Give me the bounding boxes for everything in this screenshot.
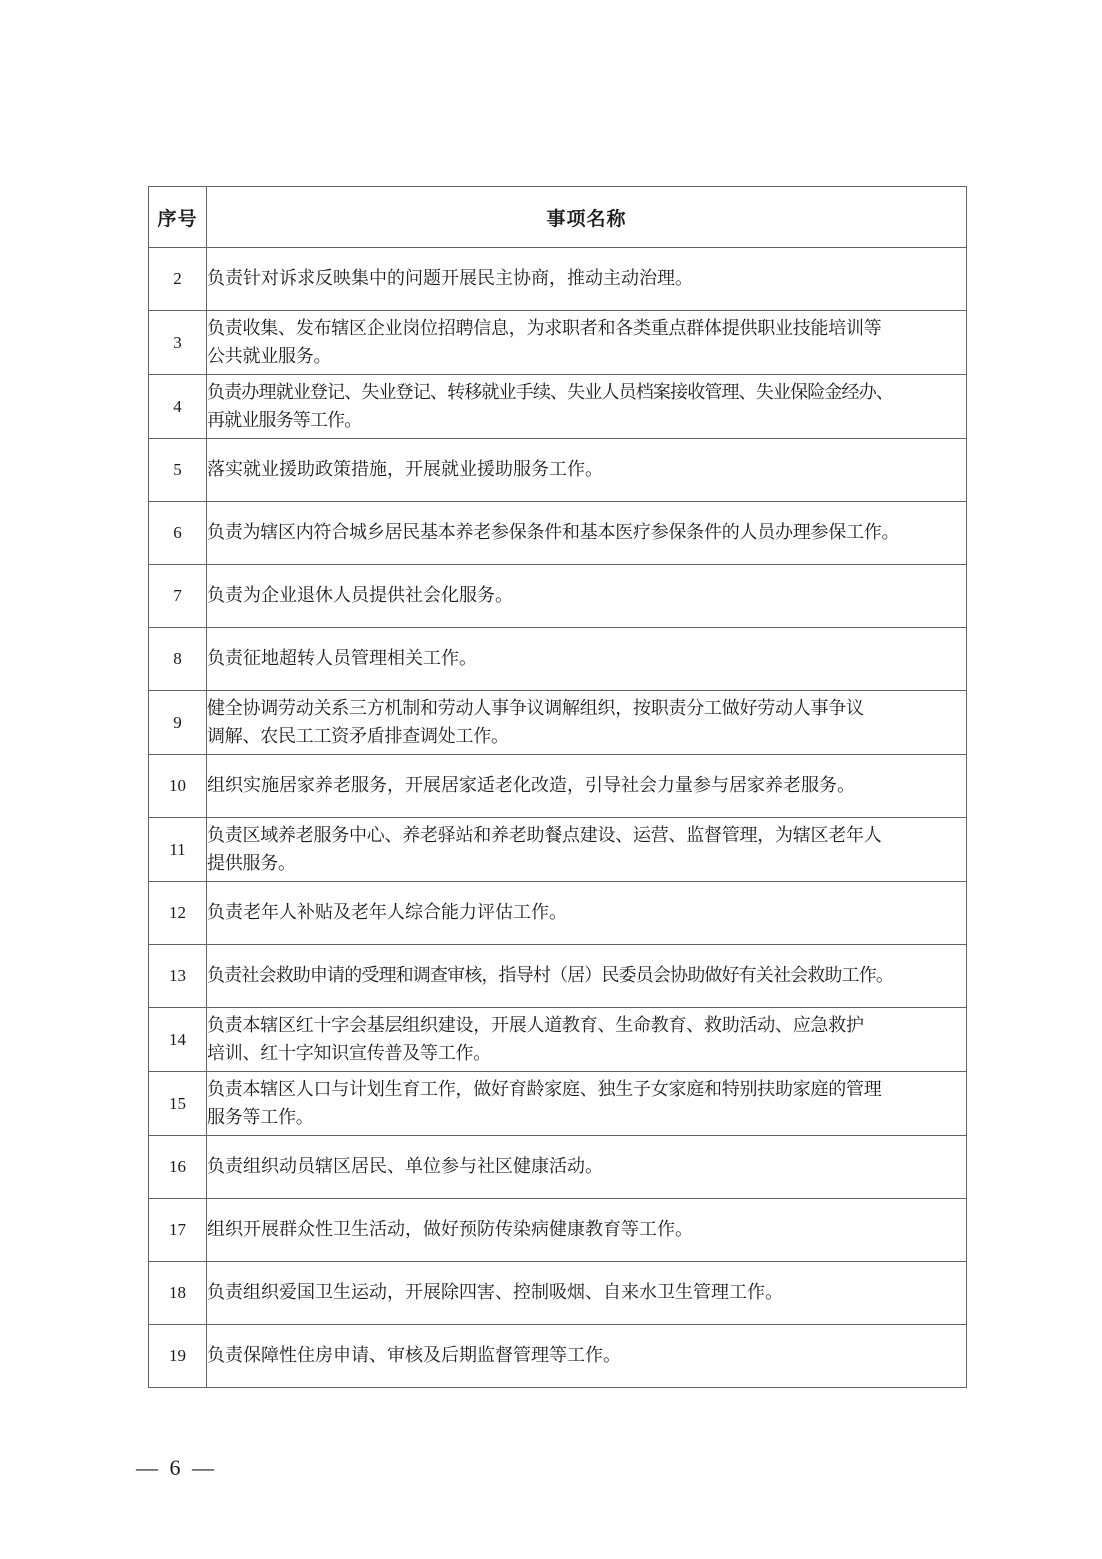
item-text-line: 负责老年人补贴及老年人综合能力评估工作。 [207,902,567,923]
table-row [149,1199,967,1262]
item-text-line: 调解、农民工工资矛盾排查调处工作。 [207,725,509,746]
table-row [149,818,967,882]
row-sequence-number: 17 [149,1199,207,1262]
row-sequence-number: 10 [149,755,207,818]
row-sequence-number: 6 [149,502,207,565]
item-text-line: 负责为企业退休人员提供社会化服务。 [207,585,513,606]
row-item-name [207,248,967,311]
item-text-line: 提供服务。 [207,852,296,873]
row-sequence-number: 8 [149,628,207,691]
table-row [149,311,967,375]
row-sequence-number: 11 [149,818,207,882]
row-sequence-number: 3 [149,311,207,375]
row-sequence-number: 13 [149,945,207,1008]
item-text-line: 负责征地超转人员管理相关工作。 [207,648,477,669]
table-row [149,1325,967,1388]
table-row [149,755,967,818]
item-text-line: 负责办理就业登记、失业登记、转移就业手续、失业人员档案接收管理、失业保险金经办、 [207,382,893,403]
item-text-line: 负责社会救助申请的受理和调查审核，指导村（居）民委员会协助做好有关社会救助工作。 [207,965,893,986]
table-row [149,502,967,565]
row-sequence-number: 4 [149,375,207,439]
item-text-line: 负责本辖区红十字会基层组织建设，开展人道教育、生命教育、救助活动、应急救护 [207,1015,864,1036]
table-row [149,1072,967,1136]
item-text-line: 负责收集、发布辖区企业岗位招聘信息，为求职者和各类重点群体提供职业技能培训等 [207,318,882,339]
item-text-line: 服务等工作。 [207,1106,314,1127]
duty-items-table [148,186,967,1388]
row-item-name [207,818,967,882]
row-sequence-number: 15 [149,1072,207,1136]
row-sequence-number: 16 [149,1136,207,1199]
table-row [149,248,967,311]
row-item-name [207,311,967,375]
item-text-line: 负责保障性住房申请、审核及后期监督管理等工作。 [207,1345,621,1366]
item-text-line: 负责组织动员辖区居民、单位参与社区健康活动。 [207,1156,603,1177]
column-header-item-name: 事项名称 [207,187,967,248]
table-row [149,375,967,439]
row-item-name [207,628,967,691]
row-item-name [207,375,967,439]
table-row [149,691,967,755]
row-item-name [207,1262,967,1325]
item-text-line: 组织实施居家养老服务，开展居家适老化改造，引导社会力量参与居家养老服务。 [207,775,855,796]
row-item-name [207,1199,967,1262]
table-row [149,945,967,1008]
row-sequence-number: 9 [149,691,207,755]
item-text-line: 负责区域养老服务中心、养老驿站和养老助餐点建设、运营、监督管理，为辖区老年人 [207,825,882,846]
item-text-line: 健全协调劳动关系三方机制和劳动人事争议调解组织，按职责分工做好劳动人事争议 [207,698,864,719]
table-row [149,1262,967,1325]
item-text-line: 培训、红十字知识宣传普及等工作。 [207,1042,491,1063]
row-item-name [207,565,967,628]
row-item-name [207,502,967,565]
column-header-sequence: 序号 [149,187,207,248]
row-sequence-number: 14 [149,1008,207,1072]
row-item-name [207,755,967,818]
row-sequence-number: 2 [149,248,207,311]
item-text-line: 落实就业援助政策措施，开展就业援助服务工作。 [207,459,603,480]
row-sequence-number: 12 [149,882,207,945]
row-sequence-number: 18 [149,1262,207,1325]
table-header-row [149,187,967,248]
table-body [149,248,967,1388]
item-text-line: 负责本辖区人口与计划生育工作，做好育龄家庭、独生子女家庭和特别扶助家庭的管理 [207,1079,882,1100]
item-text-line: 负责组织爱国卫生运动，开展除四害、控制吸烟、自来水卫生管理工作。 [207,1282,783,1303]
row-item-name [207,1136,967,1199]
row-item-name [207,691,967,755]
item-text-line: 负责为辖区内符合城乡居民基本养老参保条件和基本医疗参保条件的人员办理参保工作。 [207,522,900,543]
row-sequence-number: 7 [149,565,207,628]
row-item-name [207,945,967,1008]
item-text-line: 组织开展群众性卫生活动，做好预防传染病健康教育等工作。 [207,1219,693,1240]
item-text-line: 再就业服务等工作。 [207,409,362,430]
table-row [149,882,967,945]
table-row [149,439,967,502]
item-text-line: 负责针对诉求反映集中的问题开展民主协商，推动主动治理。 [207,268,693,289]
row-item-name [207,1008,967,1072]
row-sequence-number: 19 [149,1325,207,1388]
table-row [149,1008,967,1072]
row-item-name [207,1325,967,1388]
table-row [149,1136,967,1199]
row-item-name [207,882,967,945]
row-item-name [207,439,967,502]
row-item-name [207,1072,967,1136]
table-row [149,565,967,628]
item-text-line: 公共就业服务。 [207,345,332,366]
table-row [149,628,967,691]
row-sequence-number: 5 [149,439,207,502]
page-number: — 6 — [136,1455,217,1480]
